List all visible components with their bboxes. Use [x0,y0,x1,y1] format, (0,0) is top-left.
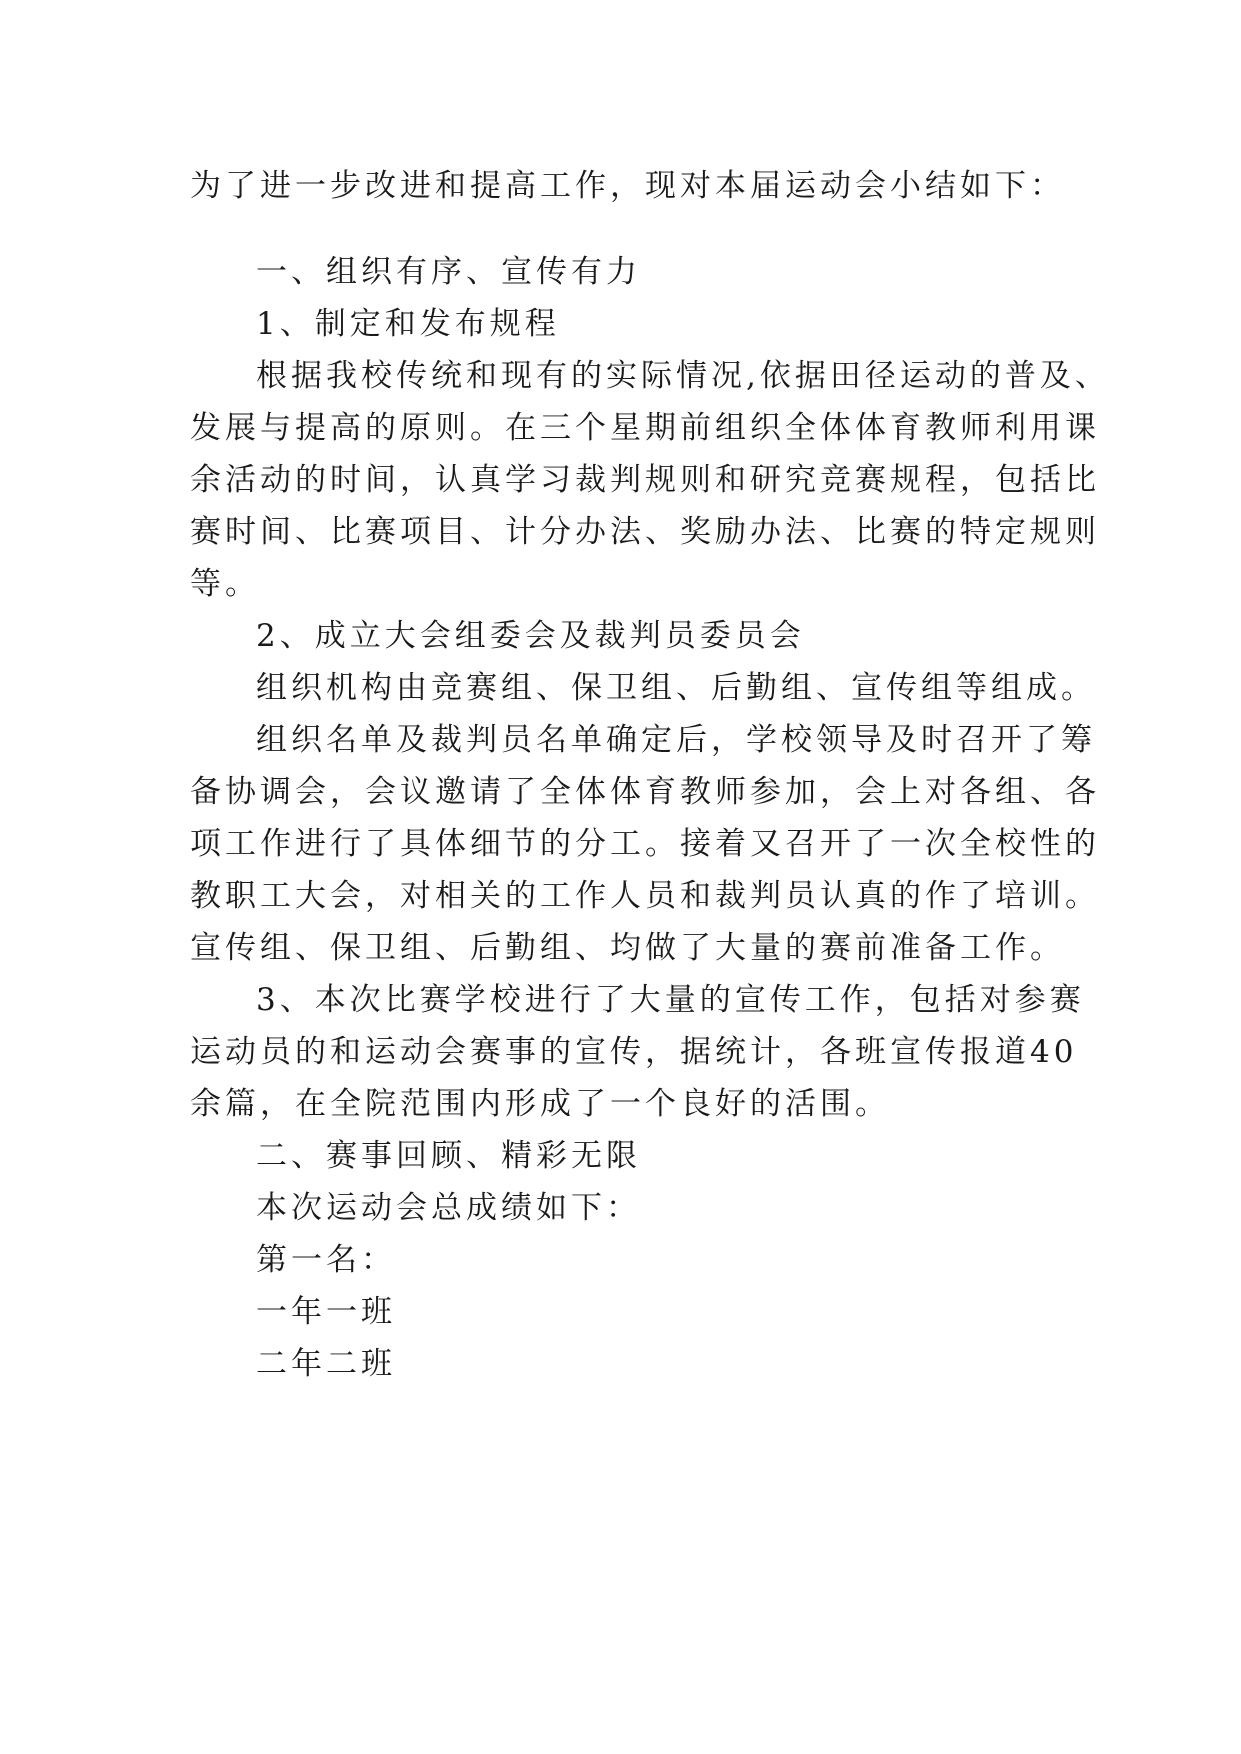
section-heading-2: 二、赛事回顾、精彩无限 [256,1138,641,1174]
paragraph-line: 根据我校传统和现有的实际情况,依据田径运动的普及、 [256,358,1110,394]
rank-label: 第一名： [256,1242,396,1278]
paragraph-line: 赛时间、比赛项目、计分办法、奖励办法、比赛的特定规则 [190,514,1100,550]
intro-line: 为了进一步改进和提高工作，现对本届运动会小结如下： [190,168,1065,204]
paragraph-line: 宣传组、保卫组、后勤组、均做了大量的赛前准备工作。 [190,930,1065,966]
paragraph-line: 余活动的时间，认真学习裁判规则和研究竞赛规程，包括比 [190,462,1100,498]
paragraph-line: 发展与提高的原则。在三个星期前组织全体体育教师利用课 [190,410,1100,446]
subheading-1: 1、制定和发布规程 [256,306,560,342]
class-entry: 二年二班 [256,1346,396,1382]
paragraph-line: 余篇，在全院范围内形成了一个良好的活围。 [190,1086,890,1122]
results-intro: 本次运动会总成绩如下： [256,1190,641,1226]
paragraph-line: 项工作进行了具体细节的分工。接着又召开了一次全校性的 [190,826,1100,862]
class-entry: 一年一班 [256,1294,396,1330]
paragraph-line: 备协调会，会议邀请了全体体育教师参加，会上对各组、各 [190,774,1100,810]
paragraph-line: 组织机构由竞赛组、保卫组、后勤组、宣传组等组成。 [256,670,1096,706]
paragraph-line: 运动员的和运动会赛事的宣传，据统计，各班宣传报道40 [190,1034,1078,1070]
paragraph-line: 等。 [190,566,260,602]
section-heading-1: 一、组织有序、宣传有力 [256,254,641,290]
paragraph-line: 教职工大会，对相关的工作人员和裁判员认真的作了培训。 [190,878,1100,914]
paragraph-line: 3、本次比赛学校进行了大量的宣传工作，包括对参赛 [256,982,1085,1018]
paragraph-line: 组织名单及裁判员名单确定后，学校领导及时召开了筹 [256,722,1096,758]
subheading-2: 2、成立大会组委会及裁判员委员会 [256,618,805,654]
